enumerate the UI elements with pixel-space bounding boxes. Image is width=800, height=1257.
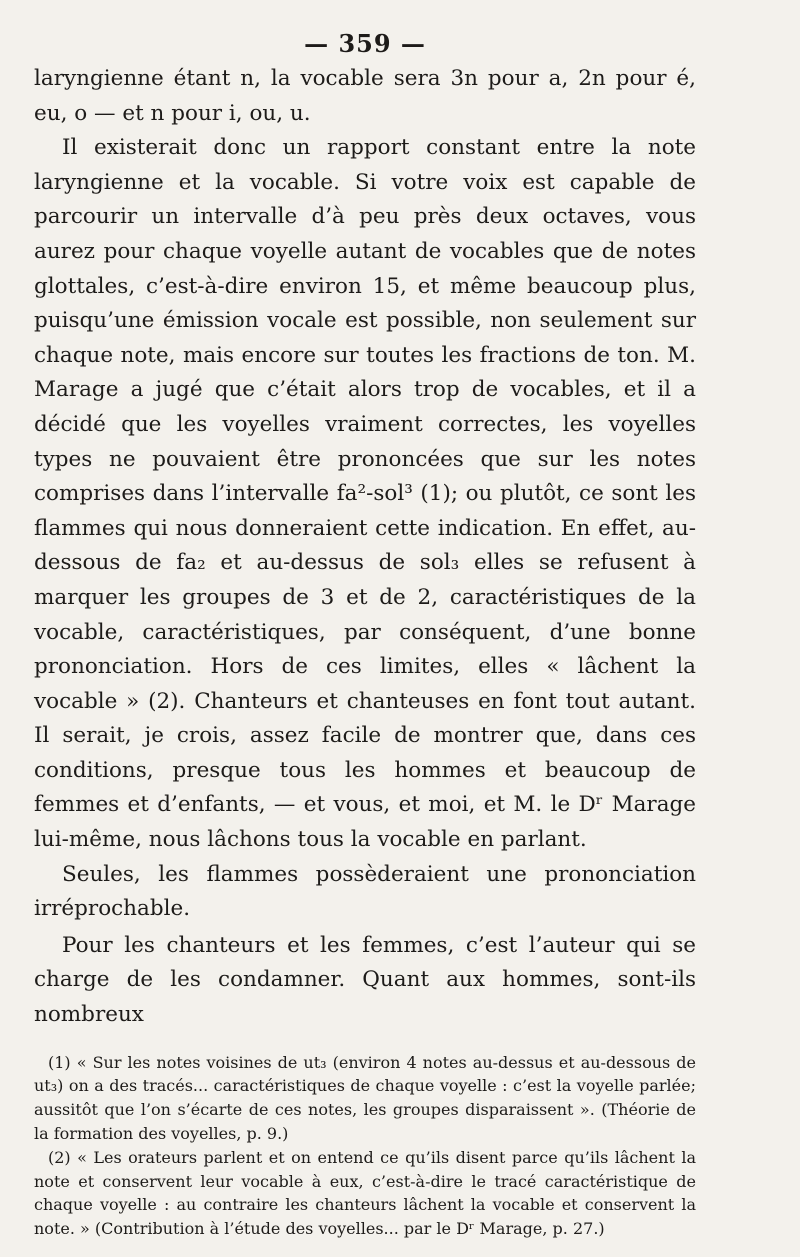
paragraph-1: laryngienne étant n, la vocable sera 3n pour a, 2n pour é, eu, o — et n pour i, ou, u. [34,66,696,126]
paragraph-2: Il existerait donc un rapport constant entre la note laryngienne et la vocable. Si votre voix est capable de parcourir un intervalle d’à peu près deux octaves, vous aurez pour chaque voyelle autant de vocables que de notes glottales, c’est-à-dire environ 15, et même beaucoup plus, puisqu’une émission vocale est possible, non seulement sur chaque note, mais encore sur toutes les fractions de ton. M. Marage a jugé que c’était alors trop de vocables, et il a décidé que les voyelles vraiment correctes, les voyelles types ne pouvaient être prononcées que sur les notes comprises dans l’intervalle fa²-sol³ (1); ou plutôt, ce sont les flammes qui nous donneraient cette indication. En effet, au-dessous de fa₂ et au-dessus de sol₃ elles se refusent à marquer les groupes de 3 et de 2, caractéristiques de la vocable, caractéristiques, par conséquent, d’une bonne prononciation. Hors de ces limites, elles « lâchent la vocable » (2). Chanteurs et chanteuses en font tout autant. Il serait, je crois, assez facile de montrer que, dans ces conditions, presque tous les hommes et beaucoup de femmes et d’enfants, — et vous, et moi, et M. le Dʳ Marage lui-même, nous lâchons tous la vocable en parlant. [34,135,696,853]
paragraph-3: Seules, les flammes possèderaient une prononciation irréprochable. [34,861,696,922]
body-text [34,62,696,1033]
footnote-1: (1) « Sur les notes voisines de ut₃ (environ 4 notes au-dessus et au-dessous de ut₃) on a des tracés... caractéristiques de chaque voyelle : c’est la voyelle parlée; aussitôt que l’on s’écarte de ces notes, les groupes disparaissent ». (Théorie de la formation des voyelles, p. 9.) [34,1052,696,1144]
footnote-2: (2) « Les orateurs parlent et on entend ce qu’ils disent parce qu’ils lâchent la note et conservent leur vocable à eux, c’est-à-dire le tracé caractéristique de chaque voyelle : au contraire les chanteurs lâchent la vocable et conservent la note. » (Contribution à l’étude des voyelles... par le Dʳ Marage, p. 27.) [34,1147,696,1239]
footnotes [34,1051,696,1241]
page-number: — 359 — [304,29,426,58]
paragraph-4: Pour les chanteurs et les femmes, c’est l’auteur qui se charge de les condamner. Quant aux hommes, sont-ils nombreux [34,932,696,1028]
